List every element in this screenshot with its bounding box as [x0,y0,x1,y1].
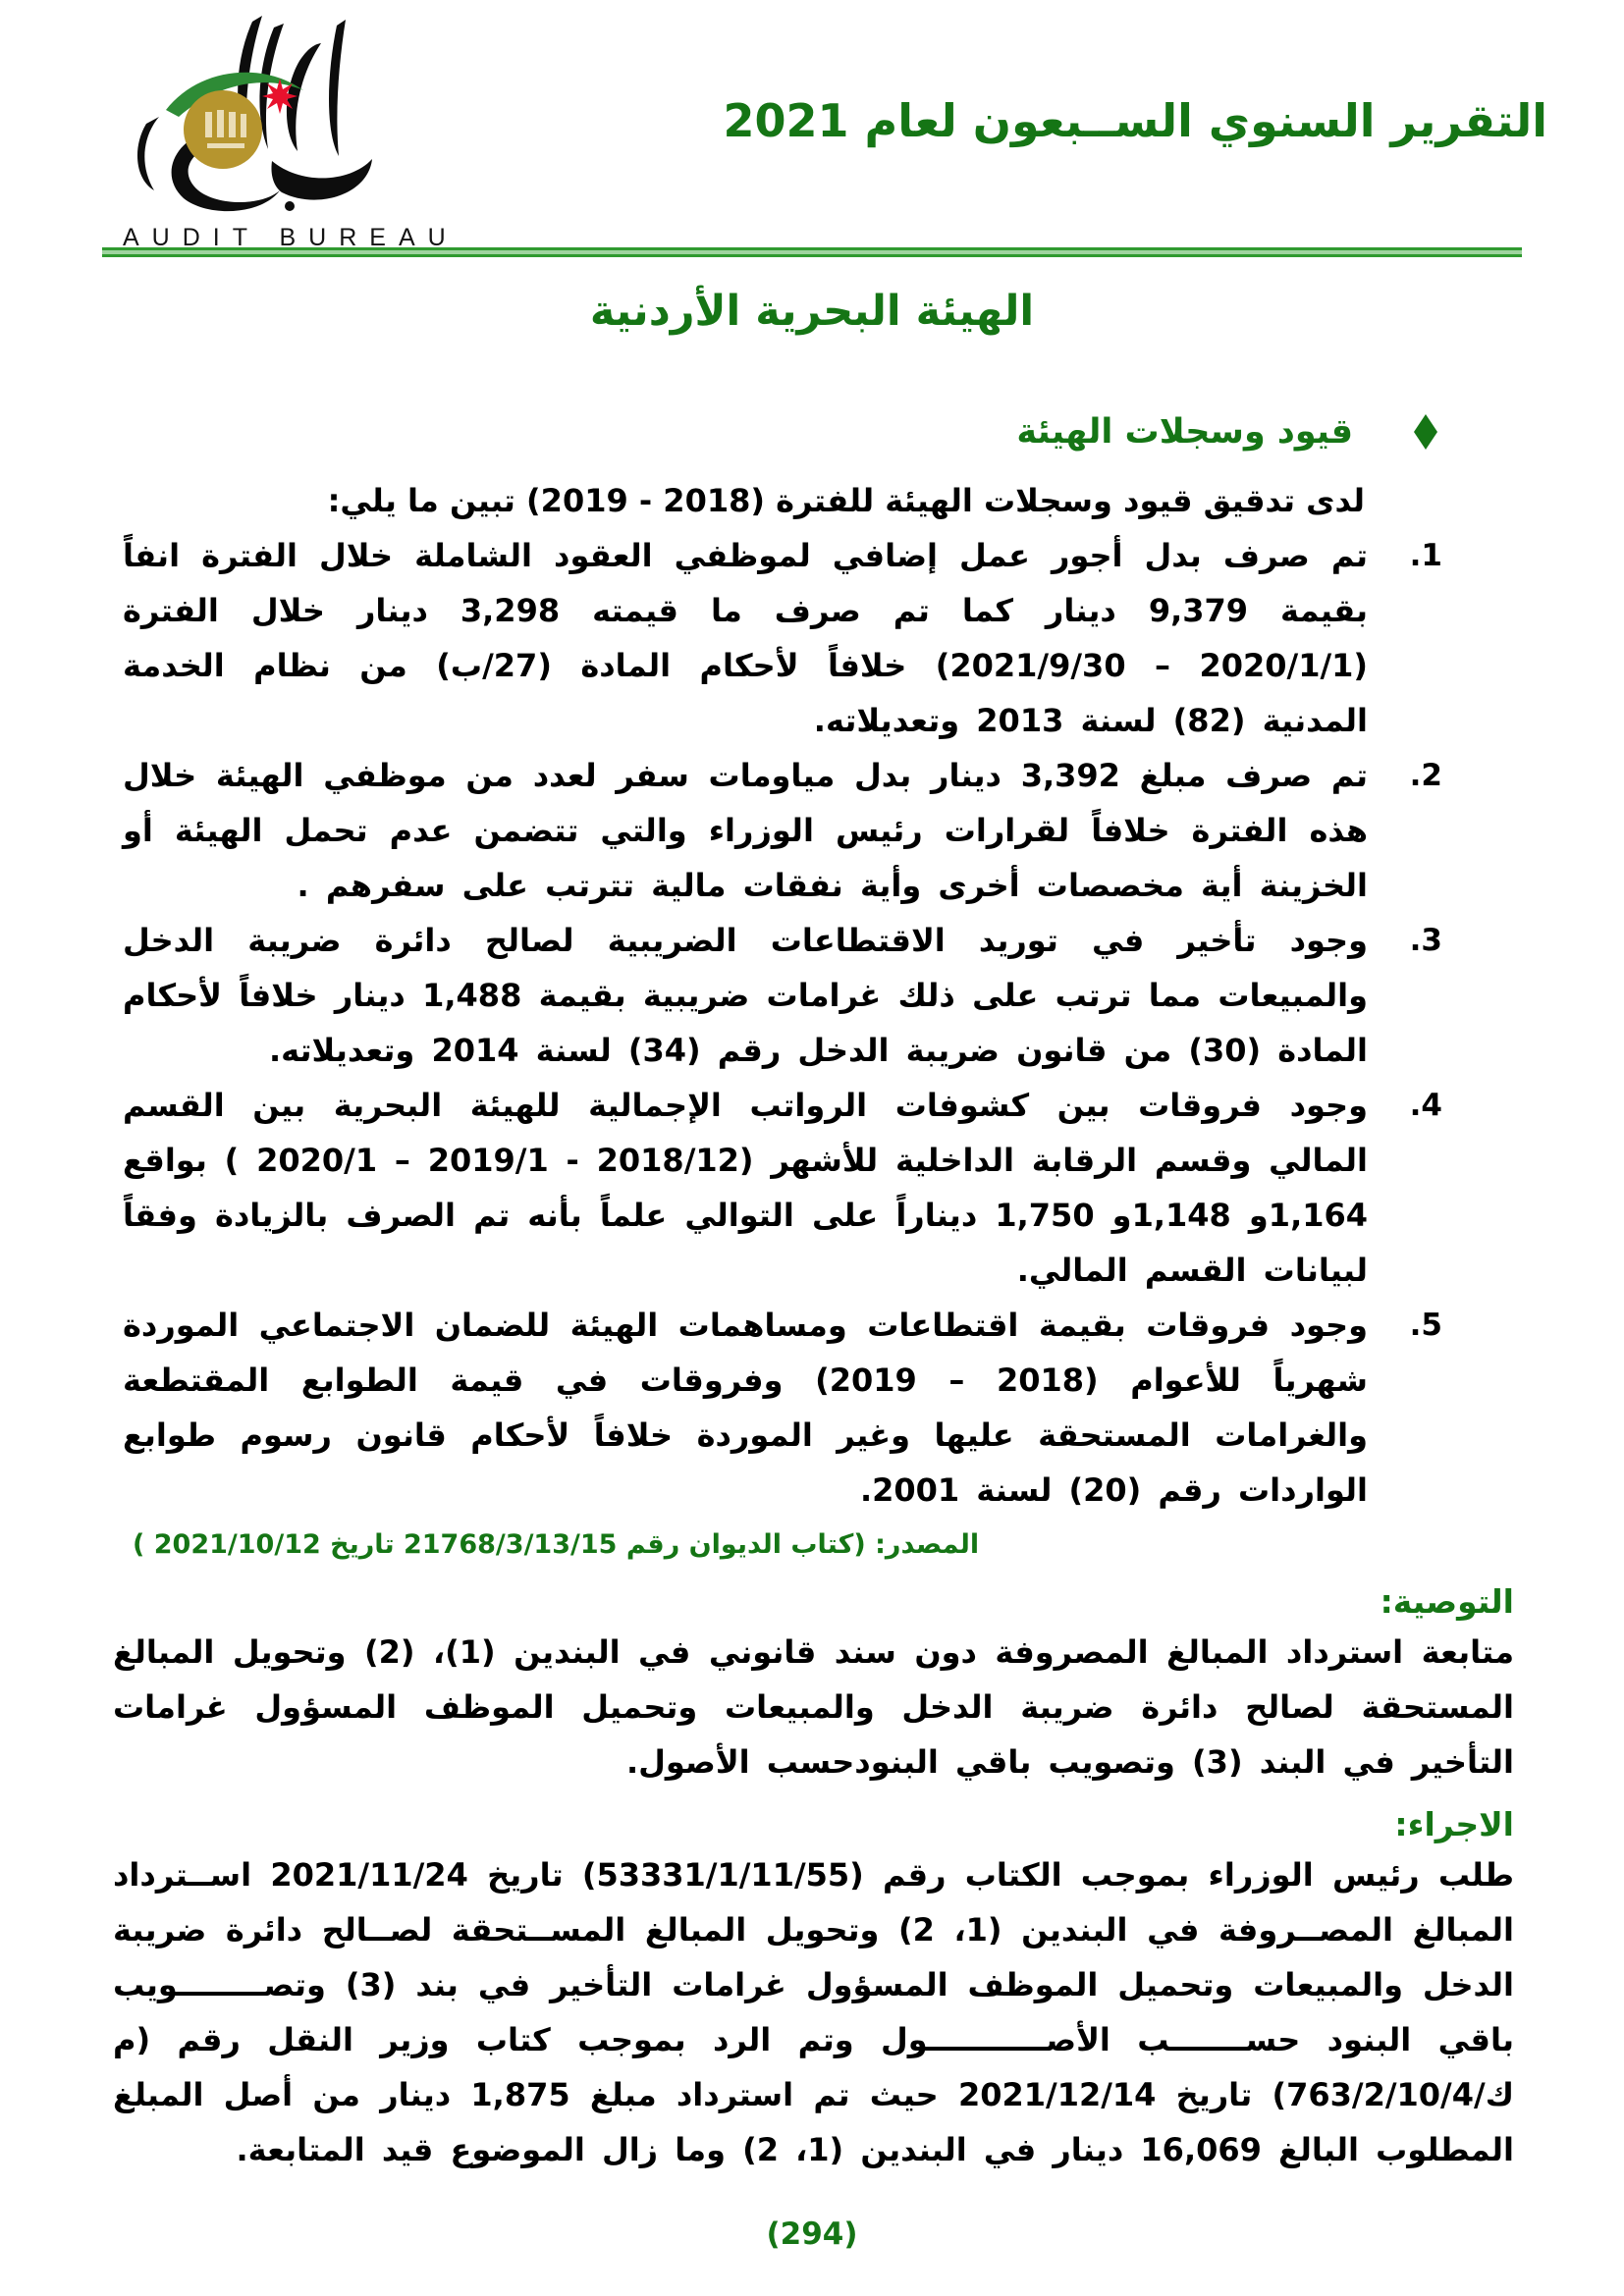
finding-text: وجود فروقات بقيمة اقتطاعات ومساهمات الهيئة للضمان الاجتماعي الموردة شهرياً للأعوام (2018 – 2019) وفروقات في قيمة الطوابع المقتطعة والغرامات المستحقة عليها وغير الموردة خلافاً لأحكام قانون رسوم طوابع الواردات رقم (20) لسنة 2001. [123,1307,1369,1509]
report-content [0,287,1624,2252]
finding-number: 2. [1409,758,1442,793]
audit-bureau-logo [110,14,459,252]
page-number: (294) [766,2216,858,2252]
finding-text: تم صرف مبلغ 3,392 دينار بدل مياومات سفر لعدد من موظفي الهيئة خلال هذه الفترة خلافاً لقرارات رئيس الوزراء والتي تتضمن عدم تحمل الهيئة أو الخزينة أية مخصصات أخرى وأية نفقات مالية تترتب على سفرهم . [123,757,1369,904]
recommendation-text: متابعة استرداد المبالغ المصروفة دون سند قانوني في البندين (1)، (2) وتحويل المبالغ المستحقة لصالح دائرة ضريبة الدخل والمبيعات وتحميل الموظف المسؤول غرامات التأخير في البند (3) وتصويب باقي البنودحسب الأصول. [113,1633,1515,1781]
report-title: التقرير السنوي الســبعون لعام 2021 [723,94,1547,147]
source-reference: المصدر: (كتاب الديوان رقم 21768/3/13/15 تاريخ 2021/10/12 ) [133,1529,980,1560]
findings-list [123,528,1442,1518]
action-heading: الاجراء: [1394,1805,1514,1843]
section-heading: قيود وسجلات الهيئة [1016,412,1353,452]
finding-text: وجود تأخير في توريد الاقتطاعات الضريبية لصالح دائرة ضريبة الدخل والمبيعات مما ترتب على ذلك غرامات ضريبية بقيمة 1,488 دينار خلافاً لأحكام المادة (30) من قانون ضريبة الدخل رقم (34) لسنة 2014 وتعديلاته. [123,922,1369,1069]
finding-item [123,528,1442,748]
action-text: طلب رئيس الوزراء بموجب الكتاب رقم (53331/1/11/55) تاريخ 2021/11/24 اســترداد المبالغ المصــروفة في البندين (1، 2) وتحويل المبالغ المســتحقة لصــالح دائرة ضريبة الدخل والمبيعات وتحميل الموظف المسؤول غرامات التأخير في بند (3) وتصــــــــويب باقي البنود حســـــــب الأصـــــــــــول وتم الرد بموجب كتاب وزير النقل رقم (م ك/763/2/10/4) تاريخ 2021/12/14 حيث تم استرداد مبلغ 1,875 دينار من أصل المبلغ المطلوب البالغ 16,069 دينار في البندين (1، 2) وما زال الموضوع قيد المتابعة. [113,1856,1515,2168]
section-heading-row [0,412,1437,452]
audit-bureau-emblem-icon [115,14,409,224]
page-header [0,0,1624,251]
finding-text: وجود فروقات بين كشوفات الرواتب الإجمالية للهيئة البحرية بين القسم المالي وقسم الرقابة الداخلية للأشهر (2018/12 - 2019/1 – 2020/1 ) بواقع 1,164و 1,148و 1,750 ديناراً على التوالي علماً بأنه تم الصرف بالزيادة وفقاً لبيانات القسم المالي. [123,1087,1369,1289]
diamond-bullet-icon [1414,414,1437,450]
recommendation-heading: التوصية: [1380,1582,1514,1621]
finding-item [123,1298,1442,1518]
finding-number: 1. [1409,538,1442,573]
finding-number: 4. [1409,1088,1442,1123]
logo-caption-text: AUDIT BUREAU [123,224,459,251]
finding-text: تم صرف بدل أجور عمل إضافي لموظفي العقود الشاملة خلال الفترة انفاً بقيمة 9,379 دينار كما تم صرف ما قيمته 3,298 دينار خلال الفترة (2020/1/1 – 2021/9/30) خلافاً لأحكام المادة (27/ب) من نظام الخدمة المدنية (82) لسنة 2013 وتعديلاته. [123,537,1369,739]
finding-item [123,1078,1442,1298]
finding-number: 5. [1409,1308,1442,1343]
finding-item [123,748,1442,913]
finding-item [123,913,1442,1078]
section-intro: لدى تدقيق قيود وسجلات الهيئة للفترة (2018 - 2019) تبين ما يلي: [327,482,1365,519]
finding-number: 3. [1409,923,1442,958]
entity-title: الهيئة البحرية الأردنية [589,287,1035,336]
